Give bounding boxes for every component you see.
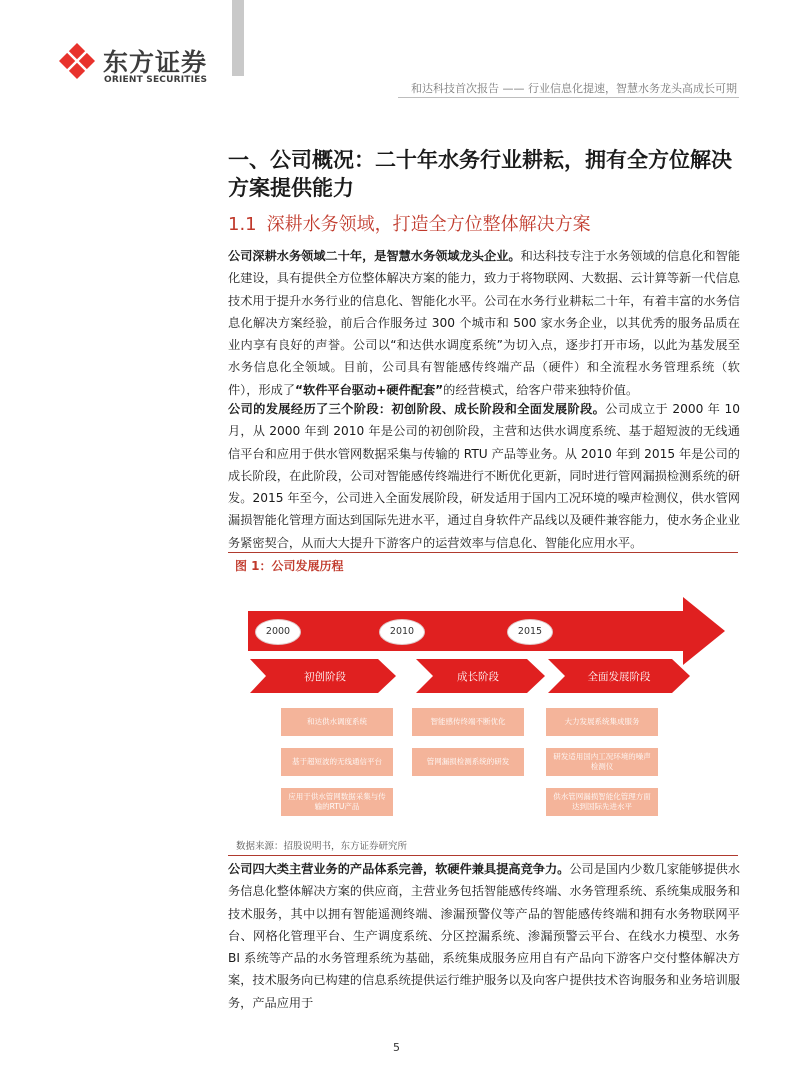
year-marker-2015: 2015 xyxy=(507,619,553,645)
paragraph-lead: 公司的发展经历了三个阶段：初创阶段、成长阶段和全面发展阶段。 xyxy=(228,402,606,416)
header-rule xyxy=(398,97,739,98)
running-header: 和达科技首次报告 —— 行业信息化提速，智慧水务龙头高成长可期 xyxy=(411,82,737,95)
paragraph-business-lines xyxy=(228,858,740,1014)
paragraph-emphasis: “软件平台驱动+硬件配套” xyxy=(295,382,444,397)
subsection-heading xyxy=(228,210,591,236)
development-timeline-figure xyxy=(228,575,740,835)
header-decor-bar xyxy=(232,0,244,76)
section-heading: 一、公司概况：二十年水务行业耕耘，拥有全方位解决方案提供能力 xyxy=(228,148,732,200)
milestone-box: 智能感传终端不断优化 xyxy=(412,708,524,736)
logo-mark-icon xyxy=(58,42,96,80)
paragraph-development-stages xyxy=(228,398,740,554)
stage-label-startup: 初创阶段 xyxy=(304,671,346,683)
figure-top-rule xyxy=(228,552,738,553)
milestone-box: 基于超短波的无线通信平台 xyxy=(281,748,393,776)
milestone-box: 供水管网漏损智能化管理方面达到国际先进水平 xyxy=(546,788,658,816)
stage-label-growth: 成长阶段 xyxy=(457,671,499,683)
paragraph-company-overview xyxy=(228,245,740,401)
year-marker-2010: 2010 xyxy=(379,619,425,645)
figure-title: 图 1：公司发展历程 xyxy=(235,559,344,573)
company-logo xyxy=(58,42,218,86)
paragraph-body: 和达科技专注于水务领域的信息化和智能化建设，具有提供全方位整体解决方案的能力，致力于将物联网、大数据、云计算等新一代信息技术用于提升水务行业的信息化、智能化水平。公司在水务行业耕耘二十年，有着丰富的水务信息化解决方案经验，前后合作服务过 300 个城市和 500 家水务企业，以其优秀的服务品质在业内享有良好的声誉。公司以“和达供水调度系统”为切入点，逐步打开市场，以此为基发展至水务信息化全领域。目前，公司具有智能感传终端产品（硬件）和全流程水务管理系统（软件），形成了 xyxy=(228,249,741,397)
milestone-box: 和达供水调度系统 xyxy=(281,708,393,736)
stage-label-full-development: 全面发展阶段 xyxy=(587,671,651,683)
timeline-arrow xyxy=(248,597,725,665)
year-marker-2000: 2000 xyxy=(255,619,301,645)
milestone-box: 大力发展系统集成服务 xyxy=(546,708,658,736)
paragraph-body: 公司成立于 2000 年 10 月，从 2000 年到 2010 年是公司的初创阶段，主营和达供水调度系统、基于超短波的无线通信平台和应用于供水管网数据采集与传输的 RTU 产品等业务。从 2010 年到 2015 年是公司的成长阶段，在此阶段，公司对智能感传终端进行不断优化更新，同时进行管网漏损检测系统的研发。2015 年至今，公司进入全面发展阶段，研发适用于国内工况环境的噪声检测仪，供水管网漏损智能化管理方面达到国际先进水平，通过自身软件产品线以及硬件兼容能力，使水务企业业务紧密契合，从而大大提升下游客户的运营效率与信息化、智能化应用水平。 xyxy=(228,402,741,550)
figure-source: 数据来源：招股说明书，东方证券研究所 xyxy=(236,841,408,852)
paragraph-lead: 公司四大类主营业务的产品体系完善，软硬件兼具提高竞争力。 xyxy=(228,862,570,876)
milestone-box: 管网漏损检测系统的研发 xyxy=(412,748,524,776)
page-number: 5 xyxy=(393,1041,400,1054)
subsection-title: 深耕水务领域，打造全方位整体解决方案 xyxy=(266,214,591,235)
subsection-number: 1.1 xyxy=(228,214,257,235)
figure-bottom-rule xyxy=(228,855,738,856)
logo-english-name: ORIENT SECURITIES xyxy=(104,75,208,85)
milestone-box: 应用于供水管网数据采集与传输的RTU产品 xyxy=(281,788,393,816)
paragraph-lead: 公司深耕水务领域二十年，是智慧水务领域龙头企业。 xyxy=(228,249,521,263)
milestone-box: 研发适用国内工况环境的噪声检测仪 xyxy=(546,748,658,776)
paragraph-tail: 的经营模式，给客户带来独特价值。 xyxy=(443,382,639,397)
logo-chinese-name: 东方证券 xyxy=(103,48,208,77)
paragraph-body: 公司是国内少数几家能够提供水务信息化整体解决方案的供应商，主营业务包括智能感传终端、水务管理系统、系统集成服务和技术服务，其中以拥有智能遥测终端、渗漏预警仪等产品的智能感传终端和拥有水务物联网平台、网格化管理平台、生产调度系统、分区控漏系统、渗漏预警云平台、在线水力模型、水务 BI 系统等产品的水务管理系统为基础，系统集成服务应用自有产品向下游客户交付整体解决方案，技术服务向已构建的信息系统提供运行维护服务以及向客户提供技术咨询服务和业务培训服务，产品应用于 xyxy=(228,862,741,1010)
